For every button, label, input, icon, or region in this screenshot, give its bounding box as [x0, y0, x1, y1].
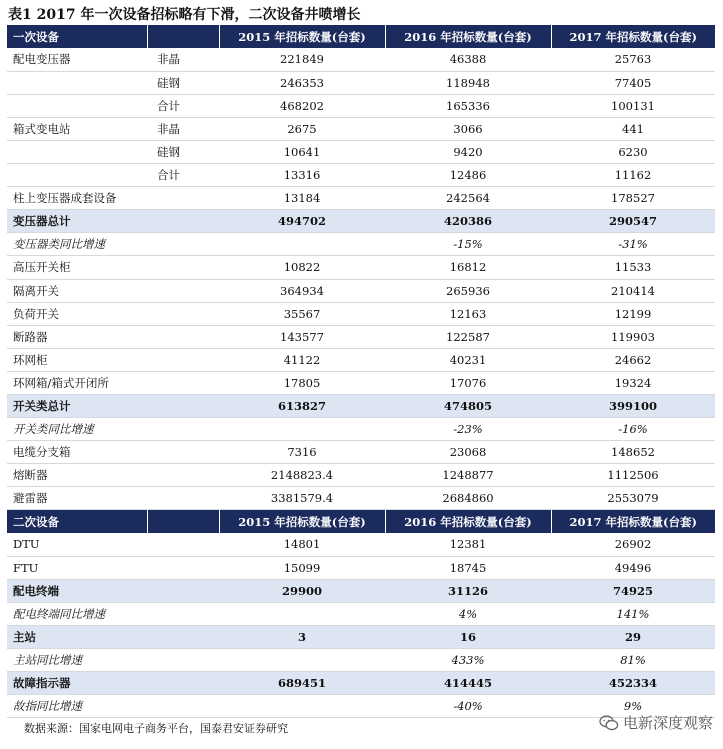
header-cell: 2016 年招标数量(台套) [385, 25, 551, 48]
value-2016: 265936 [385, 279, 551, 302]
value-2016: 46388 [385, 48, 551, 71]
row-label: 断路器 [7, 325, 147, 348]
row-sublabel [147, 579, 219, 602]
value-2016: 242564 [385, 187, 551, 210]
value-2015: 143577 [219, 325, 385, 348]
value-2016: 12486 [385, 164, 551, 187]
table-row [7, 556, 715, 579]
value-2015: 17805 [219, 371, 385, 394]
bidding-table [7, 25, 715, 718]
value-2017: 81% [551, 649, 715, 672]
value-2016: 3066 [385, 117, 551, 140]
table-row [7, 140, 715, 163]
row-label: 柱上变压器成套设备 [7, 187, 147, 210]
value-2016: -40% [385, 695, 551, 718]
table-title: 表1 2017 年一次设备招标略有下滑，二次设备井喷增长 [8, 7, 361, 23]
value-2017: -16% [551, 418, 715, 441]
row-sublabel [147, 625, 219, 648]
total-row [7, 395, 715, 418]
value-2017: 11162 [551, 164, 715, 187]
table-row [7, 164, 715, 187]
growth-row [7, 233, 715, 256]
growth-row [7, 602, 715, 625]
value-2017: 11533 [551, 256, 715, 279]
value-2015: 689451 [219, 672, 385, 695]
table-row [7, 279, 715, 302]
row-sublabel [147, 695, 219, 718]
row-label: DTU [7, 533, 147, 556]
value-2015: 364934 [219, 279, 385, 302]
value-2016: 433% [385, 649, 551, 672]
value-2016: 9420 [385, 140, 551, 163]
value-2016: 4% [385, 602, 551, 625]
value-2015: 3 [219, 625, 385, 648]
total-row [7, 672, 715, 695]
row-sublabel: 硅钢 [147, 71, 219, 94]
value-2017: 6230 [551, 140, 715, 163]
value-2017: 441 [551, 117, 715, 140]
value-2015: 221849 [219, 48, 385, 71]
row-label: 避雷器 [7, 487, 147, 510]
value-2017: 178527 [551, 187, 715, 210]
row-sublabel [147, 649, 219, 672]
header-cell [147, 510, 219, 533]
header-cell: 2016 年招标数量(台套) [385, 510, 551, 533]
secondary-header-row [7, 510, 715, 533]
row-label: 熔断器 [7, 464, 147, 487]
row-sublabel [147, 233, 219, 256]
value-2017: 141% [551, 602, 715, 625]
row-label: 主站同比增速 [7, 649, 147, 672]
row-label [7, 94, 147, 117]
growth-row [7, 418, 715, 441]
row-label: 环网箱/箱式开闭所 [7, 371, 147, 394]
row-sublabel [147, 256, 219, 279]
table-row [7, 256, 715, 279]
growth-row [7, 649, 715, 672]
row-label: 负荷开关 [7, 302, 147, 325]
row-label: 高压开关柜 [7, 256, 147, 279]
value-2015: 2148823.4 [219, 464, 385, 487]
value-2015: 35567 [219, 302, 385, 325]
row-sublabel [147, 487, 219, 510]
row-label [7, 140, 147, 163]
value-2017: 210414 [551, 279, 715, 302]
value-2016: 122587 [385, 325, 551, 348]
header-cell: 2017 年招标数量(台套) [551, 25, 715, 48]
total-row [7, 210, 715, 233]
table-row [7, 302, 715, 325]
value-2015: 14801 [219, 533, 385, 556]
value-2015: 13184 [219, 187, 385, 210]
value-2016: 12381 [385, 533, 551, 556]
table-row [7, 464, 715, 487]
value-2015 [219, 418, 385, 441]
total-row [7, 625, 715, 648]
header-cell: 二次设备 [7, 510, 147, 533]
watermark-text: 电新深度观察 [622, 714, 713, 732]
value-2015: 13316 [219, 164, 385, 187]
value-2016: 1248877 [385, 464, 551, 487]
row-label: 配电终端同比增速 [7, 602, 147, 625]
value-2017: -31% [551, 233, 715, 256]
row-label [7, 71, 147, 94]
value-2016: -15% [385, 233, 551, 256]
value-2015: 7316 [219, 441, 385, 464]
value-2017: 25763 [551, 48, 715, 71]
row-label: 环网柜 [7, 348, 147, 371]
value-2017: 49496 [551, 556, 715, 579]
value-2015 [219, 233, 385, 256]
row-sublabel: 合计 [147, 94, 219, 117]
table-row [7, 325, 715, 348]
value-2016: 414445 [385, 672, 551, 695]
wechat-icon [599, 714, 619, 732]
row-label: 故障指示器 [7, 672, 147, 695]
table-row [7, 371, 715, 394]
value-2017: 77405 [551, 71, 715, 94]
table-row [7, 487, 715, 510]
primary-header-row [7, 25, 715, 48]
row-sublabel [147, 348, 219, 371]
value-2016: 18745 [385, 556, 551, 579]
value-2017: 1112506 [551, 464, 715, 487]
value-2016: 474805 [385, 395, 551, 418]
value-2015 [219, 649, 385, 672]
row-sublabel [147, 533, 219, 556]
value-2016: 165336 [385, 94, 551, 117]
value-2016: 16812 [385, 256, 551, 279]
table-row [7, 533, 715, 556]
value-2017: 100131 [551, 94, 715, 117]
row-sublabel [147, 325, 219, 348]
value-2015: 29900 [219, 579, 385, 602]
value-2017: 24662 [551, 348, 715, 371]
row-sublabel [147, 371, 219, 394]
value-2017: 26902 [551, 533, 715, 556]
table-row [7, 117, 715, 140]
row-sublabel [147, 302, 219, 325]
value-2015: 613827 [219, 395, 385, 418]
value-2015: 15099 [219, 556, 385, 579]
header-cell: 一次设备 [7, 25, 147, 48]
value-2016: 12163 [385, 302, 551, 325]
header-cell: 2015 年招标数量(台套) [219, 510, 385, 533]
row-label: 箱式变电站 [7, 117, 147, 140]
row-sublabel [147, 441, 219, 464]
value-2016: 420386 [385, 210, 551, 233]
row-label [7, 164, 147, 187]
header-cell: 2017 年招标数量(台套) [551, 510, 715, 533]
header-cell: 2015 年招标数量(台套) [219, 25, 385, 48]
value-2017: 399100 [551, 395, 715, 418]
value-2017: 452334 [551, 672, 715, 695]
row-sublabel [147, 210, 219, 233]
value-2017: 2553079 [551, 487, 715, 510]
table-row [7, 348, 715, 371]
row-sublabel [147, 187, 219, 210]
value-2017: 19324 [551, 371, 715, 394]
value-2016: 31126 [385, 579, 551, 602]
row-sublabel [147, 556, 219, 579]
value-2016: 118948 [385, 71, 551, 94]
table-row [7, 71, 715, 94]
row-sublabel: 硅钢 [147, 140, 219, 163]
row-label: 隔离开关 [7, 279, 147, 302]
value-2017: 119903 [551, 325, 715, 348]
row-sublabel: 非晶 [147, 48, 219, 71]
value-2015: 468202 [219, 94, 385, 117]
row-label: 配电终端 [7, 579, 147, 602]
value-2016: 2684860 [385, 487, 551, 510]
value-2015 [219, 602, 385, 625]
row-sublabel [147, 464, 219, 487]
row-label: 电缆分支箱 [7, 441, 147, 464]
row-sublabel [147, 395, 219, 418]
value-2015: 41122 [219, 348, 385, 371]
row-sublabel [147, 672, 219, 695]
watermark [599, 712, 713, 733]
row-sublabel [147, 279, 219, 302]
value-2016: 17076 [385, 371, 551, 394]
table-row [7, 94, 715, 117]
value-2017: 290547 [551, 210, 715, 233]
row-label: 变压器类同比增速 [7, 233, 147, 256]
value-2016: 16 [385, 625, 551, 648]
row-label: 故指同比增速 [7, 695, 147, 718]
value-2015 [219, 695, 385, 718]
table-row [7, 441, 715, 464]
row-label: 开关类同比增速 [7, 418, 147, 441]
table-row [7, 187, 715, 210]
source-note: 数据来源：国家电网电子商务平台，国泰君安证券研究 [24, 722, 288, 735]
row-sublabel: 合计 [147, 164, 219, 187]
value-2016: -23% [385, 418, 551, 441]
value-2015: 494702 [219, 210, 385, 233]
total-row [7, 579, 715, 602]
value-2017: 29 [551, 625, 715, 648]
value-2015: 10641 [219, 140, 385, 163]
row-label: 主站 [7, 625, 147, 648]
value-2017: 12199 [551, 302, 715, 325]
row-sublabel [147, 602, 219, 625]
value-2015: 2675 [219, 117, 385, 140]
value-2017: 9% [551, 695, 715, 718]
row-label: 变压器总计 [7, 210, 147, 233]
row-label: FTU [7, 556, 147, 579]
table-row [7, 48, 715, 71]
value-2015: 3381579.4 [219, 487, 385, 510]
row-label: 开关类总计 [7, 395, 147, 418]
value-2015: 10822 [219, 256, 385, 279]
value-2016: 40231 [385, 348, 551, 371]
value-2017: 148652 [551, 441, 715, 464]
value-2015: 246353 [219, 71, 385, 94]
value-2016: 23068 [385, 441, 551, 464]
header-cell [147, 25, 219, 48]
row-sublabel [147, 418, 219, 441]
value-2017: 74925 [551, 579, 715, 602]
row-label: 配电变压器 [7, 48, 147, 71]
row-sublabel: 非晶 [147, 117, 219, 140]
